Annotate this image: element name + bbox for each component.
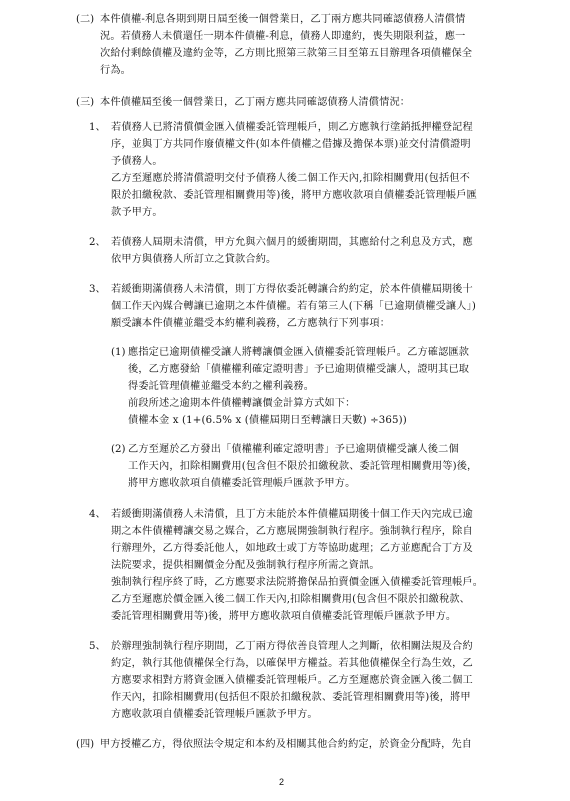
paragraph-line: 行為。 xyxy=(100,65,132,76)
paragraph-line: 序，並與丁方共同作廢債權文件(如本件債權之借據及擔保本票)並交付清償證明 xyxy=(111,139,471,150)
paragraph-line: 若緩衝期滿債務人未清償，則丁方得依委託轉讓合約約定，於本件債權屆期後十 xyxy=(111,284,473,295)
paragraph-line: 行辦理外，乙方得委託他人，如地政士或丁方等協助處理；乙方並應配合丁方及 xyxy=(111,543,473,554)
paragraph-line: 乙方至遲於乙方發出「債權權利確定證明書」予已逾期債權受讓人後二個 xyxy=(128,444,459,455)
sub-item-2-marker: (2) xyxy=(111,444,126,455)
section-4-marker: (四) xyxy=(76,739,95,750)
paragraph-line: 將甲方應收款項自債權委託管理帳戶匯款予甲方。 xyxy=(128,478,356,489)
item-4-marker: 4、 xyxy=(89,509,106,520)
item-2-marker: 2、 xyxy=(89,237,106,248)
paragraph-line: 得委託管理債權並繼受本約之權利義務。 xyxy=(128,381,315,392)
paragraph-line: 甲方授權乙方，得依照法令規定和本約及相關其他合約約定，於資金分配時，先自 xyxy=(100,739,473,750)
paragraph-line: 本件債權-利息各期到期日屆至後一個營業日，乙丁兩方應共同確認債務人清償情 xyxy=(100,14,466,25)
paragraph-line: 強制執行程序終了時，乙方應要求法院將擔保品拍賣價金匯入債權委託管理帳戶。 xyxy=(111,577,484,588)
paragraph-line: 應指定已逾期債權受讓人將轉讓價金匯入債權委託管理帳戶。乙方確認匯款 xyxy=(128,347,470,358)
paragraph-line: 願受讓本件債權並繼受本約權利義務，乙方應執行下列事項： xyxy=(111,318,391,329)
paragraph-line: 作天內，扣除相關費用(包括但不限於扣繳稅款、委託管理相關費用等)後，將甲 xyxy=(111,692,471,703)
paragraph-line: 個工作天內媒合轉讓已逾期之本件債權。若有第三人(下稱「已逾期債權受讓人」) xyxy=(111,301,476,312)
sub-item-1-marker: (1) xyxy=(111,347,126,358)
paragraph-line: 況。若債務人未償還任一期本件債權-利息，債務人即違約，喪失期限利益，應一 xyxy=(100,31,466,42)
paragraph-line: 於辦理強制執行程序期間，乙丁兩方得依善良管理人之判斷，依相關法規及合約 xyxy=(111,641,473,652)
item-5-marker: 5、 xyxy=(89,641,106,652)
section-3-intro: 本件債權屆至後一個營業日，乙丁兩方應共同確認債務人清償情況： xyxy=(100,97,411,108)
paragraph-line: 若緩衝期滿債務人未清償，且丁方未能於本件債權屆期後十個工作天內完成已逾 xyxy=(111,509,473,520)
paragraph-line: 限於扣繳稅款、委託管理相關費用等)後，將甲方應收款項自債權委託管理帳戶匯 xyxy=(111,190,477,201)
paragraph-line: 約定，執行其他債權保全行為，以確保甲方權益。若其他債權保全行為生效，乙 xyxy=(111,658,473,669)
paragraph-line: 乙方至遲應於價金匯入後二個工作天內,扣除相關費用(包含但不限於扣繳稅款、 xyxy=(111,594,470,605)
item-1-marker: 1、 xyxy=(89,122,106,133)
item-3-marker: 3、 xyxy=(89,284,106,295)
paragraph-line: 若債務人已將清償價金匯入債權委託管理帳戶，則乙方應執行塗銷抵押權登記程 xyxy=(111,122,473,133)
paragraph-line: 後，乙方應發給「債權權利確定證明書」予已逾期債權受讓人，證明其已取 xyxy=(128,364,470,375)
section-2-marker: (二) xyxy=(76,14,95,25)
paragraph-line: 方應收款項自債權委託管理帳戶匯款予甲方。 xyxy=(111,709,318,720)
paragraph-line: 予債務人。 xyxy=(111,156,163,167)
paragraph-line: 委託管理相關費用等)後，將甲方應收款項自債權委託管理帳戶匯款予甲方。 xyxy=(111,611,457,622)
paragraph-line: 若債務人屆期未清償，甲方允與六個月的緩衝期間，其應給付之利息及方式，應 xyxy=(111,237,473,248)
paragraph-line: 法院要求，提供相關價金分配及強制執行程序所需之資訊。 xyxy=(111,560,380,571)
paragraph-line: 款予甲方。 xyxy=(111,207,163,218)
paragraph-line: 期之本件債權轉讓交易之媒合，乙方應展開強制執行程序。強制執行程序，除自 xyxy=(111,526,473,537)
paragraph-line: 前段所述之逾期本件債權轉讓價金計算方式如下： xyxy=(128,398,356,409)
page-number: 2 xyxy=(279,777,285,787)
paragraph-line: 方應要求相對方將資金匯入債權委託管理帳戶。乙方至遲應於資金匯入後二個工 xyxy=(111,675,473,686)
formula-line: 債權本金 x (1+(6.5% x (債權屆期日至轉讓日天數) ÷365)) xyxy=(128,415,407,426)
paragraph-line: 次給付剩餘債權及違約金等，乙方則比照第三款第三目至第五目辦理各項債權保全 xyxy=(100,48,473,59)
section-3-marker: (三) xyxy=(76,97,95,108)
paragraph-line: 依甲方與債務人所訂立之貸款合約。 xyxy=(111,254,277,265)
paragraph-line: 工作天內，扣除相關費用(包含但不限於扣繳稅款、委託管理相關費用等)後， xyxy=(128,461,478,472)
paragraph-line: 乙方至遲應於將清償證明交付予債務人後二個工作天內,扣除相關費用(包括但不 xyxy=(111,173,470,184)
